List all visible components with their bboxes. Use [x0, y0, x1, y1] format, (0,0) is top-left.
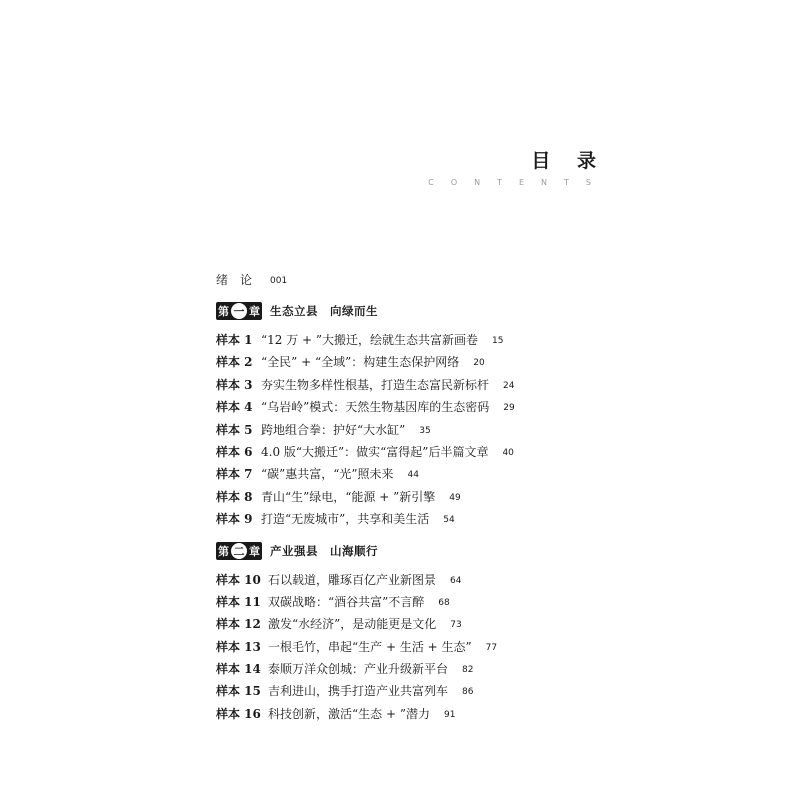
entry-title: 一根毛竹，串起“生产 + 生活 + 生态”: [268, 640, 472, 654]
entry-label: 样本 14: [216, 662, 261, 676]
intro-page: 001: [270, 276, 288, 286]
toc-entry[interactable]: [216, 331, 504, 349]
toc-entry[interactable]: [216, 593, 450, 611]
chapter-1-badge-suffix: 章: [249, 305, 260, 318]
chapter-2-title-a: 产业强县: [270, 544, 318, 558]
entry-title: 石以载道，雕琢百亿产业新图景: [268, 573, 437, 587]
toc-entry[interactable]: [216, 705, 455, 723]
entry-title: “乌岩岭”模式：天然生物基因库的生态密码: [261, 400, 490, 414]
toc-entry[interactable]: [216, 638, 497, 656]
toc-entry[interactable]: [216, 660, 473, 678]
entry-label: 样本 9: [216, 512, 253, 526]
chapter-2-badge: [216, 542, 262, 560]
entry-label: 样本 4: [216, 400, 253, 414]
toc-entry[interactable]: [216, 571, 461, 589]
entry-label: 样本 12: [216, 617, 261, 631]
entry-label: 样本 1: [216, 333, 253, 347]
chapter-2-badge-suffix: 章: [249, 545, 260, 558]
entry-label: 样本 10: [216, 573, 261, 587]
chapter-2-badge-prefix: 第: [218, 545, 229, 558]
toc-entry[interactable]: [216, 465, 419, 483]
entry-page: 15: [492, 336, 504, 346]
entry-label: 样本 3: [216, 378, 253, 392]
entry-label: 样本 5: [216, 423, 253, 437]
entry-label: 样本 8: [216, 490, 253, 504]
chapter-1-badge-number: 一: [231, 303, 247, 319]
entry-page: 29: [503, 403, 515, 413]
toc-entry[interactable]: [216, 682, 473, 700]
toc-subtitle: CONTENTS: [428, 178, 608, 187]
intro-label: 绪论: [216, 273, 265, 287]
toc-title: 目 录: [531, 150, 606, 172]
entry-page: 54: [443, 515, 455, 525]
entry-page: 20: [473, 358, 485, 368]
entry-title: 吉利进山，携手打造产业共富列车: [268, 684, 449, 698]
chapter-1-title-b: 向绿而生: [330, 304, 378, 318]
chapter-1-badge: [216, 302, 262, 320]
chapter-2-heading[interactable]: [216, 540, 378, 562]
entry-label: 样本 11: [216, 595, 261, 609]
toc-entry[interactable]: [216, 421, 431, 439]
entry-page: 68: [438, 598, 450, 608]
entry-title: “碳”惠共富，“光”照未来: [261, 467, 394, 481]
chapter-2-badge-number: 二: [231, 543, 247, 559]
entry-page: 86: [462, 687, 474, 697]
toc-entry[interactable]: [216, 615, 462, 633]
entry-page: 64: [450, 576, 462, 586]
toc-entry[interactable]: [216, 353, 485, 371]
toc-entry[interactable]: [216, 398, 515, 416]
entry-label: 样本 7: [216, 467, 253, 481]
entry-label: 样本 2: [216, 355, 253, 369]
intro-entry[interactable]: [216, 271, 287, 289]
chapter-1-badge-prefix: 第: [218, 305, 229, 318]
entry-title: 打造“无废城市”，共享和美生活: [261, 512, 430, 526]
entry-label: 样本 15: [216, 684, 261, 698]
entry-page: 35: [419, 426, 431, 436]
entry-title: “12 万 + ”大搬迁，绘就生态共富新画卷: [261, 333, 479, 347]
toc-entry[interactable]: [216, 376, 514, 394]
entry-page: 40: [502, 448, 514, 458]
entry-page: 82: [462, 665, 474, 675]
entry-label: 样本 6: [216, 445, 253, 459]
entry-page: 44: [407, 470, 419, 480]
entry-page: 91: [443, 710, 456, 720]
toc-entry[interactable]: [216, 488, 461, 506]
entry-title: “全民” + “全域”：构建生态保护网络: [261, 355, 460, 369]
entry-title: 夯实生物多样性根基，打造生态富民新标杆: [261, 378, 490, 392]
entry-page: 73: [450, 620, 462, 630]
entry-page: 49: [449, 493, 461, 503]
entry-title: 4.0 版“大搬迁”：做实“富得起”后半篇文章: [261, 445, 489, 459]
entry-label: 样本 16: [216, 707, 261, 721]
entry-title: 激发“水经济”，是动能更是文化: [268, 617, 437, 631]
entry-title: 双碳战略：“酒谷共富”不言醉: [268, 595, 425, 609]
toc-entry[interactable]: [216, 443, 514, 461]
entry-title: 科技创新，激活“生态 + ”潜力: [268, 707, 430, 721]
toc-entry[interactable]: [216, 510, 455, 528]
chapter-2-title-b: 山海顺行: [330, 544, 378, 558]
entry-title: 跨地组合拳：护好“大水缸”: [261, 423, 406, 437]
chapter-1-heading[interactable]: [216, 300, 378, 322]
chapter-1-title-a: 生态立县: [270, 304, 318, 318]
entry-page: 24: [503, 381, 515, 391]
entry-page: 77: [485, 643, 498, 653]
entry-label: 样本 13: [216, 640, 261, 654]
entry-title: 青山“生”绿电，“能源 + ”新引擎: [261, 490, 436, 504]
entry-title: 泰顺万洋众创城：产业升级新平台: [268, 662, 449, 676]
